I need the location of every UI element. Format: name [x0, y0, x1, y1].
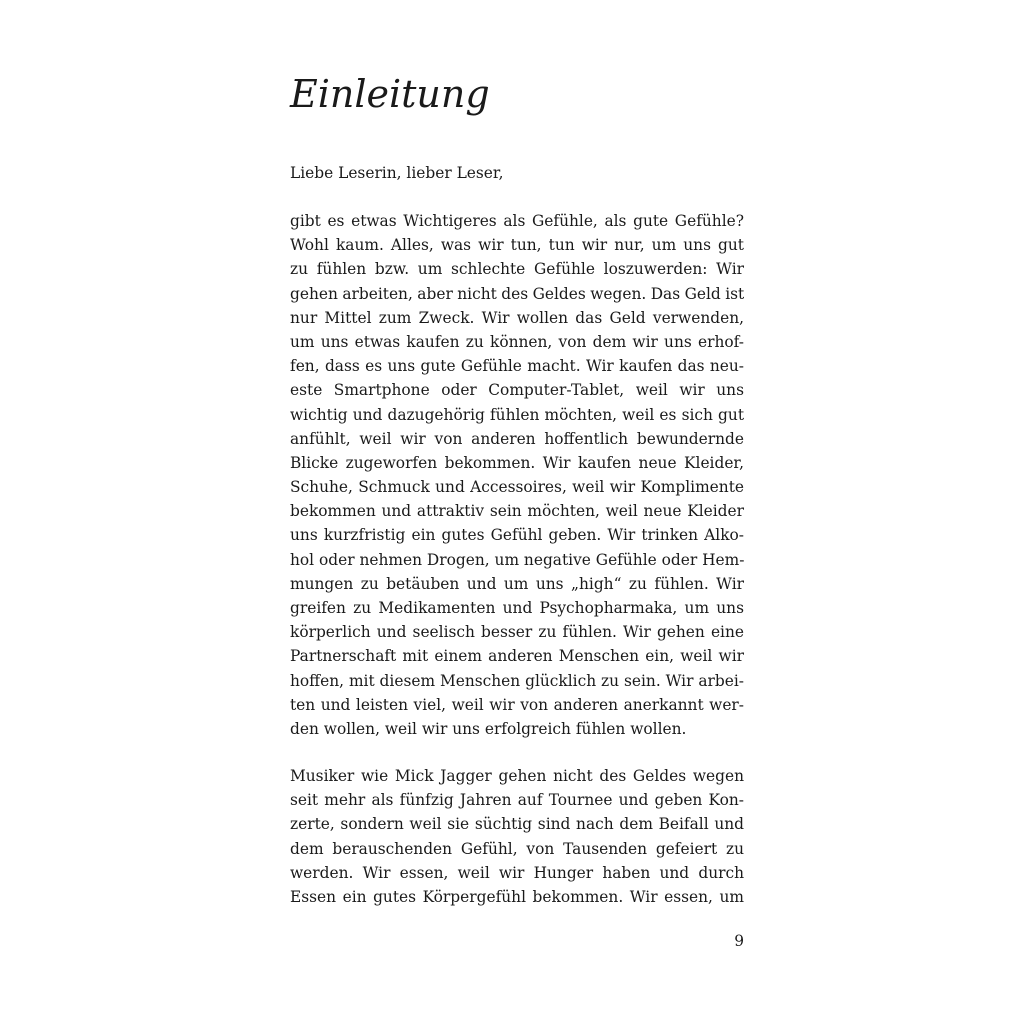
text-line: Blicke zugeworfen bekommen. Wir kaufen neue Kleider,	[290, 453, 744, 472]
text-line: seit mehr als fünfzig Jahren auf Tournee und geben Kon-	[290, 791, 744, 810]
text-line: ten und leisten viel, weil wir von anderen anerkannt wer-	[290, 695, 744, 714]
paragraph-2	[290, 764, 744, 909]
text-line: zu fühlen bzw. um schlechte Gefühle loszuwerden: Wir	[290, 260, 744, 279]
page-number: 9	[734, 932, 744, 950]
text-line: zerte, sondern weil sie süchtig sind nach dem Beifall und	[290, 815, 744, 834]
text-line: dem berauschenden Gefühl, von Tausenden gefeiert zu	[290, 839, 744, 858]
text-line: mungen zu betäuben und um uns „high“ zu fühlen. Wir	[290, 574, 744, 593]
text-line: bekommen und attraktiv sein möchten, weil neue Kleider	[290, 502, 744, 521]
text-line: hol oder nehmen Drogen, um negative Gefühle oder Hem-	[290, 550, 744, 569]
text-line: Partnerschaft mit einem anderen Menschen ein, weil wir	[290, 647, 744, 666]
text-line: uns kurzfristig ein gutes Gefühl geben. Wir trinken Alko-	[290, 526, 744, 545]
salutation	[290, 161, 744, 185]
text-line: Musiker wie Mick Jagger gehen nicht des Geldes wegen	[290, 767, 744, 785]
text-line: gehen arbeiten, aber nicht des Geldes wegen. Das Geld ist	[290, 284, 744, 303]
text-line: körperlich und seelisch besser zu fühlen. Wir gehen eine	[290, 623, 744, 642]
chapter-title: Einleitung	[290, 72, 490, 116]
text-line: greifen zu Medikamenten und Psychopharmaka, um uns	[290, 599, 744, 617]
text-line: werden. Wir essen, weil wir Hunger haben und durch	[290, 863, 744, 882]
text-line: gibt es etwas Wichtigeres als Gefühle, als gute Gefühle?	[290, 212, 744, 230]
text-line: este Smartphone oder Computer-Tablet, weil wir uns	[290, 381, 744, 400]
text-line: hoffen, mit diesem Menschen glücklich zu sein. Wir arbei-	[290, 671, 744, 690]
text-line: fen, dass es uns gute Gefühle macht. Wir kaufen das neu-	[290, 357, 744, 376]
text-line: den wollen, weil wir uns erfolgreich fühlen wollen.	[290, 719, 687, 738]
text-line: nur Mittel zum Zweck. Wir wollen das Geld verwenden,	[290, 308, 744, 327]
text-line: anfühlt, weil wir von anderen hoffentlich bewundernde	[290, 429, 744, 448]
text-line: um uns etwas kaufen zu können, von dem wir uns erhof-	[290, 332, 744, 351]
salutation-line: Liebe Leserin, lieber Leser,	[290, 164, 504, 182]
text-line: Essen ein gutes Körpergefühl bekommen. Wir essen, um	[290, 887, 744, 906]
paragraph-1	[290, 209, 744, 741]
text-line: Wohl kaum. Alles, was wir tun, tun wir nur, um uns gut	[290, 236, 744, 255]
text-line: wichtig und dazugehörig fühlen möchten, weil es sich gut	[290, 405, 744, 424]
book-page	[290, 0, 744, 1024]
text-line: Schuhe, Schmuck und Accessoires, weil wir Komplimente	[290, 478, 744, 497]
